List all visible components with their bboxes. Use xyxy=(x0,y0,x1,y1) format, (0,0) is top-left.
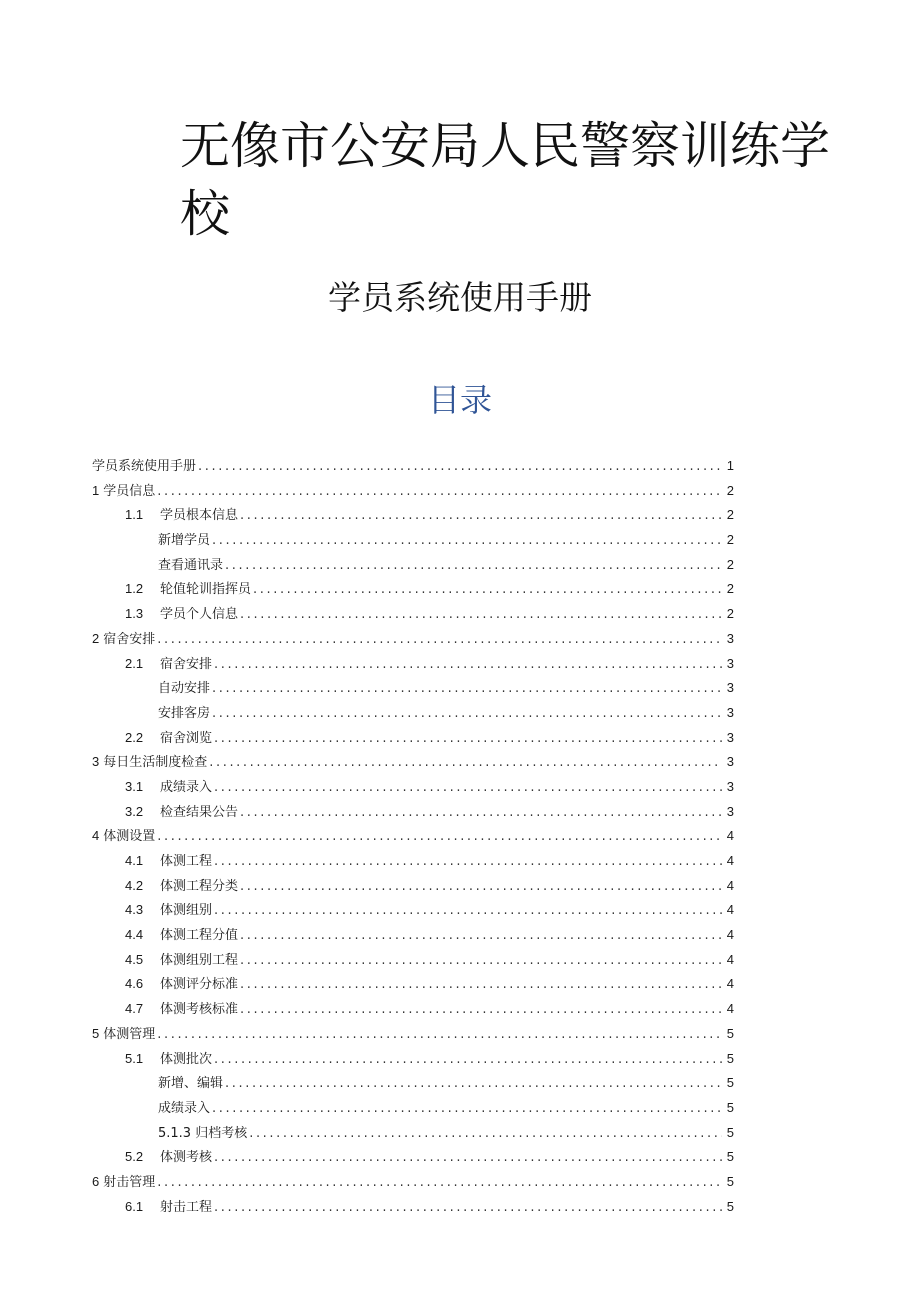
toc-entry-label: 体测工程 xyxy=(160,854,213,869)
toc-entry[interactable] xyxy=(92,454,734,479)
toc-entry[interactable] xyxy=(92,1022,734,1047)
toc-entry-number: 4.1 xyxy=(125,853,144,868)
toc-entry-number: 4.7 xyxy=(125,1001,144,1017)
toc-entry-number: 1.2 xyxy=(125,581,144,597)
toc-dot-leader xyxy=(157,1023,722,1048)
toc-entry-number: 2 xyxy=(92,630,100,646)
toc-entry-label: 新增学员 xyxy=(158,533,211,549)
toc-dot-leader xyxy=(157,825,722,850)
toc-entry[interactable] xyxy=(92,1195,734,1220)
toc-entry-page: 4 xyxy=(726,828,734,844)
toc-entry-page: 5 xyxy=(726,1075,734,1091)
toc-entry[interactable] xyxy=(92,923,734,948)
toc-entry[interactable] xyxy=(92,528,734,553)
toc-entry-label: 宿舍浏览 xyxy=(160,730,213,746)
toc-entry-label: 体测考核标准 xyxy=(160,1002,239,1018)
toc-entry-page: 4 xyxy=(726,976,734,992)
toc-entry[interactable] xyxy=(92,775,734,800)
toc-dot-leader xyxy=(225,554,722,579)
toc-dot-leader xyxy=(240,801,722,826)
toc-entry-number: 4.6 xyxy=(125,976,144,992)
toc-entry-page: 5 xyxy=(726,1198,734,1214)
toc-dot-leader xyxy=(209,751,722,776)
toc-entry[interactable] xyxy=(92,1121,734,1146)
toc-entry-label: 学员系统使用手册 xyxy=(92,459,197,474)
toc-entry[interactable] xyxy=(92,553,734,578)
toc-entry-label: 自动安排 xyxy=(158,681,211,697)
toc-dot-leader xyxy=(214,1048,722,1073)
toc-entry[interactable] xyxy=(92,948,734,973)
toc-entry[interactable] xyxy=(92,602,734,627)
toc-entry-page: 5 xyxy=(726,1149,734,1165)
table-of-contents xyxy=(92,454,734,1219)
toc-entry-page: 5 xyxy=(726,1025,734,1041)
toc-entry-label: 5.1.3 归档考核 xyxy=(158,1125,248,1141)
toc-dot-leader xyxy=(214,899,722,924)
toc-entry-number: 4 xyxy=(92,828,100,844)
toc-entry-page: 2 xyxy=(726,606,734,622)
toc-entry-label: 轮值轮训指挥员 xyxy=(160,582,252,598)
toc-entry-number: 1 xyxy=(92,482,100,498)
toc-entry-page: 5 xyxy=(726,1124,734,1140)
toc-entry-page: 4 xyxy=(726,1001,734,1017)
toc-entry-page: 5 xyxy=(726,1173,734,1189)
toc-dot-leader xyxy=(240,973,722,998)
toc-entry-page: 3 xyxy=(726,630,734,646)
toc-entry-label: 每日生活制度检查 xyxy=(103,755,208,771)
toc-entry-label: 体测设置 xyxy=(103,829,156,845)
toc-entry-page: 3 xyxy=(726,803,734,819)
toc-entry-label: 成绩录入 xyxy=(158,1100,211,1116)
toc-entry-label: 学员个人信息 xyxy=(160,607,239,623)
toc-entry-number: 5.2 xyxy=(125,1149,144,1165)
toc-entry-label: 学员根本信息 xyxy=(160,508,239,524)
toc-entry-label: 体测批次 xyxy=(160,1051,213,1067)
toc-dot-leader xyxy=(214,776,722,801)
toc-entry[interactable] xyxy=(92,1170,734,1195)
toc-dot-leader xyxy=(212,702,722,727)
toc-entry-label: 成绩录入 xyxy=(160,779,213,795)
toc-entry-number: 3 xyxy=(92,754,100,770)
toc-entry[interactable] xyxy=(92,652,734,677)
toc-dot-leader xyxy=(240,504,722,529)
toc-entry-page: 5 xyxy=(726,1099,734,1115)
toc-entry-page: 2 xyxy=(726,532,734,548)
toc-entry-label: 体测工程分值 xyxy=(160,928,239,944)
toc-entry-label: 宿舍安排 xyxy=(160,656,213,672)
toc-entry-number: 1.3 xyxy=(125,606,144,622)
toc-entry-page: 2 xyxy=(726,482,734,498)
toc-entry-number: 6 xyxy=(92,1173,100,1189)
toc-dot-leader xyxy=(240,998,722,1023)
toc-entry[interactable] xyxy=(92,824,734,849)
toc-dot-leader xyxy=(240,924,722,949)
toc-dot-leader xyxy=(240,603,722,628)
toc-entry-label: 安排客房 xyxy=(158,705,211,721)
toc-dot-leader xyxy=(214,653,722,678)
toc-entry[interactable] xyxy=(92,479,734,504)
toc-entry-label: 宿舍安排 xyxy=(103,631,156,647)
toc-entry-label: 体测组别工程 xyxy=(160,952,239,968)
toc-dot-leader xyxy=(157,1171,722,1196)
toc-entry-number: 5.1 xyxy=(125,1050,144,1066)
toc-dot-leader xyxy=(240,875,722,900)
toc-entry-label: 射击管理 xyxy=(103,1174,156,1190)
document-subtitle: 学员系统使用手册 xyxy=(328,278,592,317)
toc-entry-number: 2.2 xyxy=(125,729,144,745)
toc-entry-label: 射击工程 xyxy=(160,1199,213,1215)
toc-entry-number: 4.5 xyxy=(125,951,144,967)
toc-entry-label: 体测考核 xyxy=(160,1150,213,1166)
toc-entry-number: 5 xyxy=(92,1025,100,1041)
toc-dot-leader xyxy=(249,1122,722,1147)
toc-entry[interactable] xyxy=(92,1071,734,1096)
toc-dot-leader xyxy=(212,677,722,702)
toc-dot-leader xyxy=(253,578,722,603)
toc-dot-leader xyxy=(240,949,722,974)
toc-entry-label: 体测评分标准 xyxy=(160,977,239,993)
toc-entry-page: 3 xyxy=(726,729,734,745)
toc-entry-number: 3.1 xyxy=(125,778,144,794)
toc-entry-label: 学员信息 xyxy=(103,483,156,499)
toc-dot-leader xyxy=(157,628,722,653)
toc-entry[interactable] xyxy=(92,849,734,874)
toc-entry[interactable] xyxy=(92,503,734,528)
toc-entry-page: 1 xyxy=(726,458,734,473)
toc-entry[interactable] xyxy=(92,874,734,899)
toc-entry-page: 4 xyxy=(726,902,734,918)
toc-entry[interactable] xyxy=(92,726,734,751)
toc-entry-page: 3 xyxy=(726,704,734,720)
toc-entry-number: 3.2 xyxy=(125,803,144,819)
toc-entry[interactable] xyxy=(92,750,734,775)
toc-entry[interactable] xyxy=(92,1096,734,1121)
toc-entry-page: 2 xyxy=(726,581,734,597)
toc-entry[interactable] xyxy=(92,898,734,923)
toc-entry-number: 4.4 xyxy=(125,927,144,943)
toc-entry-page: 2 xyxy=(726,556,734,572)
toc-entry-label: 体测管理 xyxy=(103,1026,156,1042)
toc-entry-label: 体测组别 xyxy=(160,903,213,919)
toc-dot-leader xyxy=(214,1146,722,1171)
toc-entry-page: 4 xyxy=(726,877,734,893)
toc-dot-leader xyxy=(198,455,722,480)
toc-entry-page: 4 xyxy=(726,927,734,943)
toc-entry-page: 3 xyxy=(726,680,734,696)
toc-entry-number: 4.3 xyxy=(125,902,144,918)
toc-entry[interactable] xyxy=(92,800,734,825)
toc-heading: 目录 xyxy=(427,381,492,419)
toc-entry-page: 3 xyxy=(726,754,734,770)
toc-entry-page: 2 xyxy=(726,507,734,523)
toc-entry[interactable] xyxy=(92,577,734,602)
toc-dot-leader xyxy=(214,850,722,875)
toc-entry-label: 检查结果公告 xyxy=(160,804,239,820)
toc-entry-page: 4 xyxy=(726,853,734,868)
toc-entry-page: 3 xyxy=(726,655,734,671)
toc-entry[interactable] xyxy=(92,1047,734,1072)
toc-entry-number: 2.1 xyxy=(125,655,144,671)
toc-entry[interactable] xyxy=(92,972,734,997)
toc-entry[interactable] xyxy=(92,676,734,701)
toc-dot-leader xyxy=(214,727,722,752)
toc-entry-number: 1.1 xyxy=(125,507,144,523)
toc-entry-label: 体测工程分类 xyxy=(160,878,239,894)
toc-entry[interactable] xyxy=(92,627,734,652)
toc-entry-page: 5 xyxy=(726,1050,734,1066)
toc-dot-leader xyxy=(214,1196,722,1221)
toc-entry-number: 4.2 xyxy=(125,877,144,893)
toc-dot-leader xyxy=(212,1097,722,1122)
toc-entry-page: 3 xyxy=(726,778,734,794)
toc-entry[interactable] xyxy=(92,701,734,726)
toc-entry-page: 4 xyxy=(726,951,734,967)
toc-entry[interactable] xyxy=(92,1145,734,1170)
toc-entry[interactable] xyxy=(92,997,734,1022)
document-title: 无像市公安局人民警察训练学校 xyxy=(180,117,830,243)
toc-entry-number: 6.1 xyxy=(125,1198,144,1214)
toc-entry-label: 新增、编辑 xyxy=(158,1076,224,1092)
toc-dot-leader xyxy=(212,529,722,554)
toc-dot-leader xyxy=(157,480,722,505)
toc-entry-label: 查看通讯录 xyxy=(158,557,224,573)
toc-dot-leader xyxy=(225,1072,722,1097)
